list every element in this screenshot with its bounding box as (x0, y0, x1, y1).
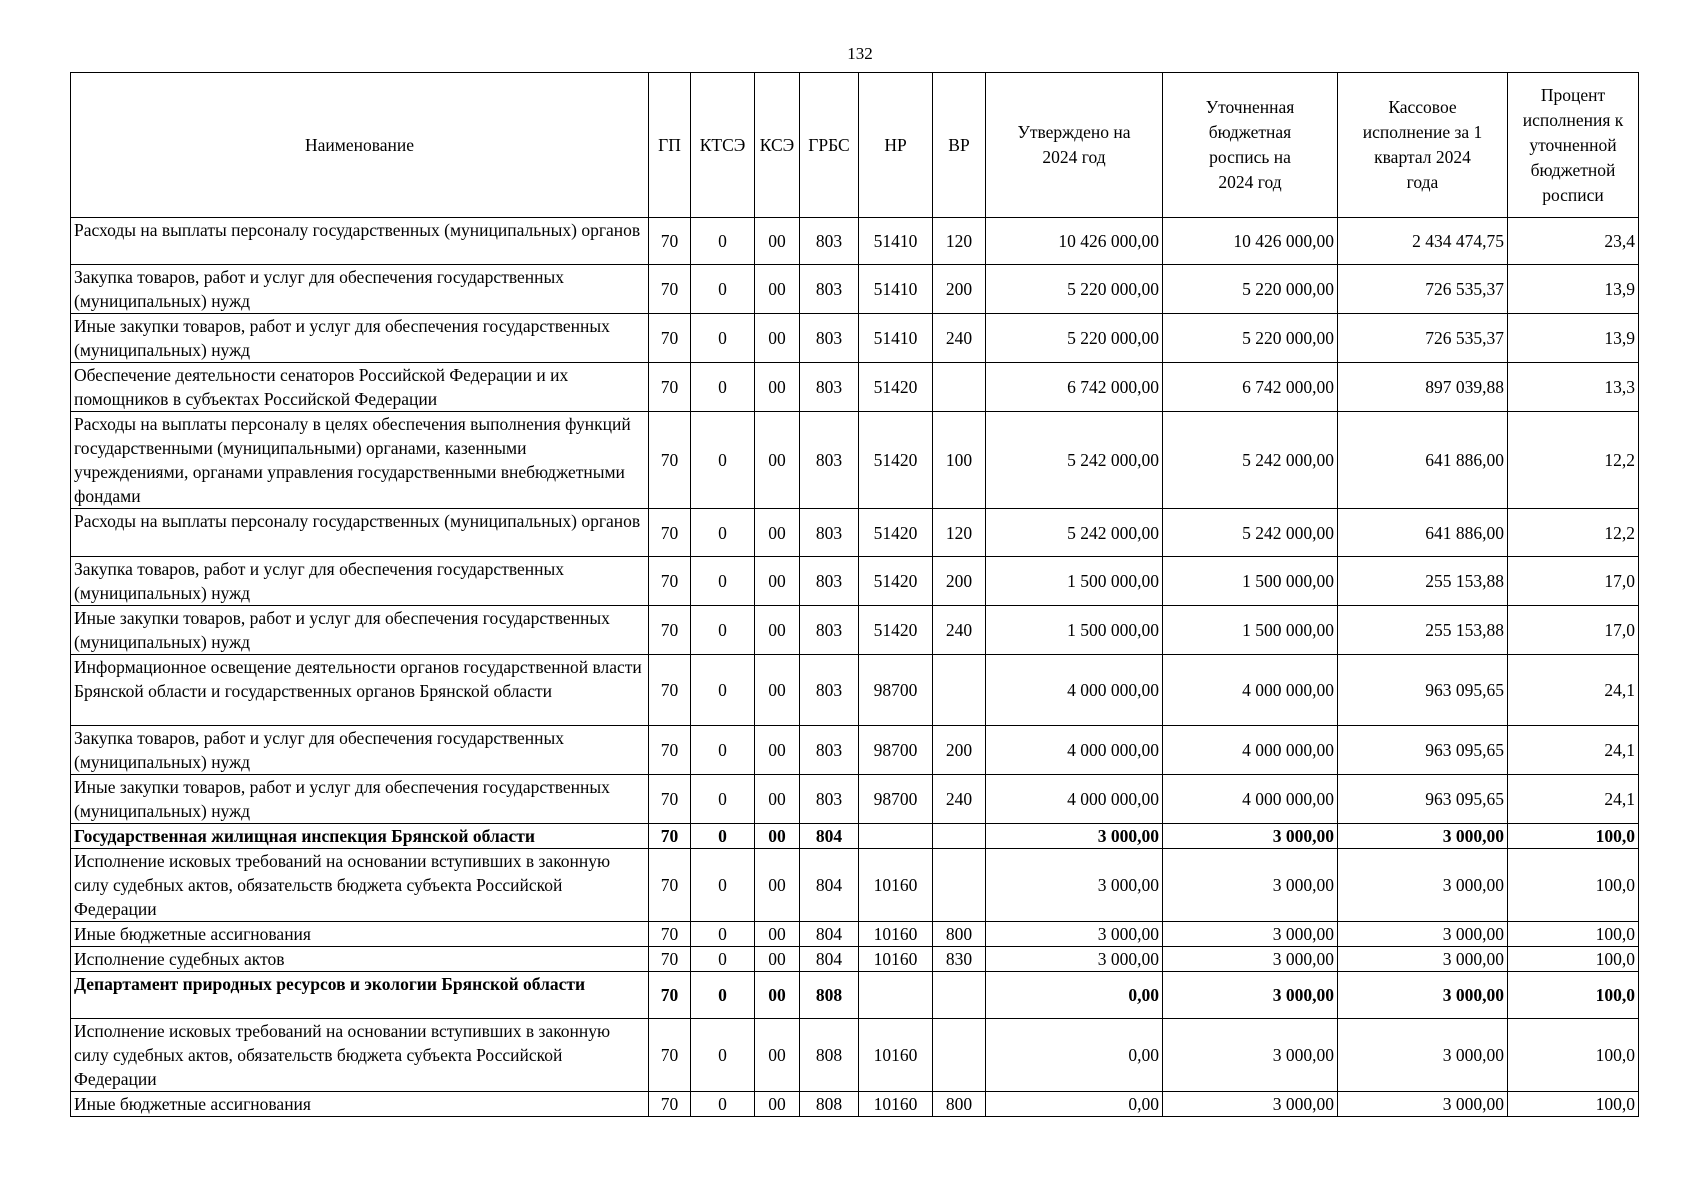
cell-grbs: 804 (800, 922, 859, 947)
cell-percent: 13,9 (1508, 314, 1639, 363)
cell-approved: 5 220 000,00 (986, 314, 1163, 363)
cell-approved: 0,00 (986, 1092, 1163, 1117)
cell-name: Закупка товаров, работ и услуг для обеспечения государственных (муниципальных) нужд (71, 726, 649, 775)
cell-nr: 10160 (859, 1092, 933, 1117)
cell-ktse: 0 (691, 509, 755, 557)
cell-vr: 800 (933, 1092, 986, 1117)
cell-kse: 00 (755, 1092, 800, 1117)
cell-approved: 0,00 (986, 972, 1163, 1019)
cell-approved: 6 742 000,00 (986, 363, 1163, 412)
cell-kse: 00 (755, 972, 800, 1019)
cell-gp: 70 (649, 557, 691, 606)
cell-percent: 12,2 (1508, 509, 1639, 557)
cell-vr: 100 (933, 412, 986, 509)
cell-ktse: 0 (691, 314, 755, 363)
cell-grbs: 803 (800, 265, 859, 314)
column-header-refined: Уточненная бюджетная роспись на 2024 год (1163, 73, 1338, 218)
cell-refined: 4 000 000,00 (1163, 775, 1338, 824)
cell-vr: 800 (933, 922, 986, 947)
cell-ktse: 0 (691, 726, 755, 775)
cell-approved: 5 242 000,00 (986, 412, 1163, 509)
cell-kse: 00 (755, 265, 800, 314)
cell-ktse: 0 (691, 775, 755, 824)
cell-refined: 5 220 000,00 (1163, 265, 1338, 314)
cell-percent: 17,0 (1508, 557, 1639, 606)
cell-kse: 00 (755, 606, 800, 655)
cell-nr (859, 824, 933, 849)
cell-ktse: 0 (691, 412, 755, 509)
cell-ktse: 0 (691, 824, 755, 849)
cell-name: Закупка товаров, работ и услуг для обеспечения государственных (муниципальных) нужд (71, 265, 649, 314)
cell-nr: 10160 (859, 849, 933, 922)
cell-vr: 830 (933, 947, 986, 972)
cell-refined: 3 000,00 (1163, 1019, 1338, 1092)
cell-kse: 00 (755, 314, 800, 363)
cell-approved: 4 000 000,00 (986, 655, 1163, 726)
table-row (71, 655, 1639, 726)
cell-vr (933, 849, 986, 922)
cell-nr: 10160 (859, 1019, 933, 1092)
cell-ktse: 0 (691, 947, 755, 972)
cell-name: Информационное освещение деятельности органов государственной власти Брянской области и государственных органов Брянской области (71, 655, 649, 726)
cell-cash: 2 434 474,75 (1338, 218, 1508, 265)
cell-grbs: 803 (800, 412, 859, 509)
cell-kse: 00 (755, 1019, 800, 1092)
cell-grbs: 803 (800, 775, 859, 824)
table-row (71, 363, 1639, 412)
cell-refined: 1 500 000,00 (1163, 606, 1338, 655)
cell-name: Государственная жилищная инспекция Брянской области (71, 824, 649, 849)
cell-ktse: 0 (691, 606, 755, 655)
cell-approved: 5 242 000,00 (986, 509, 1163, 557)
cell-vr: 240 (933, 606, 986, 655)
cell-cash: 3 000,00 (1338, 1019, 1508, 1092)
cell-nr: 51420 (859, 509, 933, 557)
cell-cash: 3 000,00 (1338, 824, 1508, 849)
cell-approved: 3 000,00 (986, 922, 1163, 947)
cell-percent: 100,0 (1508, 972, 1639, 1019)
cell-percent: 100,0 (1508, 849, 1639, 922)
cell-gp: 70 (649, 849, 691, 922)
column-header-approved: Утверждено на 2024 год (986, 73, 1163, 218)
column-header-cash: Кассовое исполнение за 1 квартал 2024 года (1338, 73, 1508, 218)
cell-ktse: 0 (691, 655, 755, 726)
column-header-name: Наименование (71, 73, 649, 218)
cell-percent: 100,0 (1508, 824, 1639, 849)
cell-vr: 200 (933, 726, 986, 775)
cell-vr: 240 (933, 314, 986, 363)
cell-cash: 897 039,88 (1338, 363, 1508, 412)
cell-ktse: 0 (691, 218, 755, 265)
cell-gp: 70 (649, 509, 691, 557)
cell-grbs: 808 (800, 1092, 859, 1117)
cell-kse: 00 (755, 218, 800, 265)
cell-refined: 3 000,00 (1163, 972, 1338, 1019)
table-row (71, 1019, 1639, 1092)
table-row (71, 824, 1639, 849)
cell-grbs: 803 (800, 509, 859, 557)
cell-approved: 4 000 000,00 (986, 775, 1163, 824)
cell-nr: 51410 (859, 265, 933, 314)
column-header-kse: КСЭ (755, 73, 800, 218)
cell-gp: 70 (649, 775, 691, 824)
cell-grbs: 808 (800, 972, 859, 1019)
cell-kse: 00 (755, 922, 800, 947)
cell-ktse: 0 (691, 849, 755, 922)
table-row (71, 314, 1639, 363)
cell-nr: 98700 (859, 726, 933, 775)
cell-approved: 3 000,00 (986, 947, 1163, 972)
table-row (71, 509, 1639, 557)
table-row (71, 947, 1639, 972)
cell-name: Иные бюджетные ассигнования (71, 922, 649, 947)
cell-nr: 51410 (859, 218, 933, 265)
cell-refined: 4 000 000,00 (1163, 655, 1338, 726)
cell-gp: 70 (649, 412, 691, 509)
cell-percent: 12,2 (1508, 412, 1639, 509)
column-header-gp: ГП (649, 73, 691, 218)
cell-nr: 51420 (859, 557, 933, 606)
cell-gp: 70 (649, 218, 691, 265)
cell-refined: 3 000,00 (1163, 947, 1338, 972)
cell-grbs: 803 (800, 606, 859, 655)
column-header-vr: ВР (933, 73, 986, 218)
cell-grbs: 803 (800, 655, 859, 726)
cell-percent: 100,0 (1508, 922, 1639, 947)
cell-percent: 100,0 (1508, 1092, 1639, 1117)
cell-ktse: 0 (691, 557, 755, 606)
cell-approved: 1 500 000,00 (986, 606, 1163, 655)
cell-name: Иные закупки товаров, работ и услуг для обеспечения государственных (муниципальных) нужд (71, 775, 649, 824)
cell-percent: 13,3 (1508, 363, 1639, 412)
column-header-grbs: ГРБС (800, 73, 859, 218)
cell-vr: 200 (933, 557, 986, 606)
cell-nr (859, 972, 933, 1019)
cell-cash: 963 095,65 (1338, 655, 1508, 726)
cell-cash: 963 095,65 (1338, 775, 1508, 824)
cell-approved: 1 500 000,00 (986, 557, 1163, 606)
table-row (71, 922, 1639, 947)
cell-grbs: 803 (800, 557, 859, 606)
cell-percent: 13,9 (1508, 265, 1639, 314)
cell-nr: 51420 (859, 412, 933, 509)
budget-table (70, 72, 1639, 1117)
cell-grbs: 804 (800, 947, 859, 972)
cell-kse: 00 (755, 412, 800, 509)
cell-cash: 3 000,00 (1338, 849, 1508, 922)
cell-approved: 0,00 (986, 1019, 1163, 1092)
cell-kse: 00 (755, 655, 800, 726)
table-row (71, 726, 1639, 775)
cell-nr: 51420 (859, 363, 933, 412)
cell-grbs: 804 (800, 849, 859, 922)
table-row (71, 218, 1639, 265)
cell-vr: 240 (933, 775, 986, 824)
cell-name: Исполнение исковых требований на основании вступивших в законную силу судебных актов, обязательств бюджета субъекта Российской Федерации (71, 1019, 649, 1092)
table-row (71, 606, 1639, 655)
cell-ktse: 0 (691, 363, 755, 412)
cell-refined: 10 426 000,00 (1163, 218, 1338, 265)
table-row (71, 265, 1639, 314)
cell-grbs: 803 (800, 726, 859, 775)
cell-cash: 726 535,37 (1338, 314, 1508, 363)
cell-cash: 255 153,88 (1338, 606, 1508, 655)
cell-cash: 3 000,00 (1338, 922, 1508, 947)
cell-nr: 10160 (859, 947, 933, 972)
cell-percent: 17,0 (1508, 606, 1639, 655)
cell-cash: 963 095,65 (1338, 726, 1508, 775)
cell-name: Расходы на выплаты персоналу государственных (муниципальных) органов (71, 509, 649, 557)
cell-vr (933, 655, 986, 726)
cell-refined: 3 000,00 (1163, 849, 1338, 922)
cell-gp: 70 (649, 265, 691, 314)
table-body (71, 218, 1639, 1117)
cell-cash: 3 000,00 (1338, 1092, 1508, 1117)
table-row (71, 412, 1639, 509)
cell-kse: 00 (755, 557, 800, 606)
cell-refined: 3 000,00 (1163, 824, 1338, 849)
cell-nr: 98700 (859, 655, 933, 726)
cell-approved: 3 000,00 (986, 849, 1163, 922)
cell-grbs: 803 (800, 218, 859, 265)
cell-percent: 24,1 (1508, 726, 1639, 775)
cell-cash: 641 886,00 (1338, 509, 1508, 557)
cell-refined: 4 000 000,00 (1163, 726, 1338, 775)
table-row (71, 849, 1639, 922)
cell-nr: 98700 (859, 775, 933, 824)
cell-percent: 23,4 (1508, 218, 1639, 265)
cell-vr: 200 (933, 265, 986, 314)
cell-gp: 70 (649, 922, 691, 947)
cell-cash: 3 000,00 (1338, 972, 1508, 1019)
cell-vr (933, 363, 986, 412)
cell-gp: 70 (649, 606, 691, 655)
cell-gp: 70 (649, 314, 691, 363)
cell-vr (933, 1019, 986, 1092)
cell-vr (933, 824, 986, 849)
cell-name: Расходы на выплаты персоналу в целях обеспечения выполнения функций государственными (муниципальными) органами, казенными учреждениями, органами управления государственными внебюджетными фондами (71, 412, 649, 509)
cell-gp: 70 (649, 947, 691, 972)
cell-name: Исполнение судебных актов (71, 947, 649, 972)
table-row (71, 972, 1639, 1019)
cell-approved: 5 220 000,00 (986, 265, 1163, 314)
column-header-nr: НР (859, 73, 933, 218)
cell-gp: 70 (649, 726, 691, 775)
cell-gp: 70 (649, 655, 691, 726)
cell-ktse: 0 (691, 1019, 755, 1092)
cell-ktse: 0 (691, 972, 755, 1019)
cell-vr: 120 (933, 218, 986, 265)
page-number: 132 (847, 44, 873, 63)
cell-cash: 641 886,00 (1338, 412, 1508, 509)
cell-cash: 3 000,00 (1338, 947, 1508, 972)
table-row (71, 775, 1639, 824)
cell-kse: 00 (755, 947, 800, 972)
cell-gp: 70 (649, 972, 691, 1019)
cell-grbs: 803 (800, 314, 859, 363)
cell-ktse: 0 (691, 1092, 755, 1117)
cell-ktse: 0 (691, 922, 755, 947)
cell-grbs: 804 (800, 824, 859, 849)
cell-ktse: 0 (691, 265, 755, 314)
cell-gp: 70 (649, 1092, 691, 1117)
cell-refined: 5 242 000,00 (1163, 509, 1338, 557)
cell-grbs: 803 (800, 363, 859, 412)
table-row (71, 557, 1639, 606)
cell-refined: 5 242 000,00 (1163, 412, 1338, 509)
cell-gp: 70 (649, 363, 691, 412)
cell-kse: 00 (755, 775, 800, 824)
cell-cash: 255 153,88 (1338, 557, 1508, 606)
cell-percent: 100,0 (1508, 947, 1639, 972)
table-header-row (71, 73, 1639, 218)
cell-kse: 00 (755, 849, 800, 922)
cell-refined: 3 000,00 (1163, 1092, 1338, 1117)
cell-name: Закупка товаров, работ и услуг для обеспечения государственных (муниципальных) нужд (71, 557, 649, 606)
cell-name: Расходы на выплаты персоналу государственных (муниципальных) органов (71, 218, 649, 265)
cell-approved: 10 426 000,00 (986, 218, 1163, 265)
cell-kse: 00 (755, 509, 800, 557)
cell-cash: 726 535,37 (1338, 265, 1508, 314)
cell-approved: 3 000,00 (986, 824, 1163, 849)
cell-percent: 24,1 (1508, 775, 1639, 824)
cell-kse: 00 (755, 726, 800, 775)
cell-refined: 5 220 000,00 (1163, 314, 1338, 363)
cell-vr (933, 972, 986, 1019)
cell-refined: 3 000,00 (1163, 922, 1338, 947)
cell-name: Иные закупки товаров, работ и услуг для обеспечения государственных (муниципальных) нужд (71, 314, 649, 363)
cell-name: Исполнение исковых требований на основании вступивших в законную силу судебных актов, обязательств бюджета субъекта Российской Федерации (71, 849, 649, 922)
cell-name: Департамент природных ресурсов и экологии Брянской области (71, 972, 649, 1019)
cell-gp: 70 (649, 824, 691, 849)
cell-nr: 10160 (859, 922, 933, 947)
cell-kse: 00 (755, 824, 800, 849)
table-row (71, 1092, 1639, 1117)
cell-percent: 100,0 (1508, 1019, 1639, 1092)
cell-name: Обеспечение деятельности сенаторов Российской Федерации и их помощников в субъектах Российской Федерации (71, 363, 649, 412)
cell-percent: 24,1 (1508, 655, 1639, 726)
cell-nr: 51420 (859, 606, 933, 655)
cell-refined: 6 742 000,00 (1163, 363, 1338, 412)
cell-kse: 00 (755, 363, 800, 412)
cell-approved: 4 000 000,00 (986, 726, 1163, 775)
cell-refined: 1 500 000,00 (1163, 557, 1338, 606)
cell-name: Иные закупки товаров, работ и услуг для обеспечения государственных (муниципальных) нужд (71, 606, 649, 655)
cell-nr: 51410 (859, 314, 933, 363)
cell-grbs: 808 (800, 1019, 859, 1092)
column-header-percent: Процент исполнения к уточненной бюджетной росписи (1508, 73, 1639, 218)
cell-vr: 120 (933, 509, 986, 557)
column-header-ktse: КТСЭ (691, 73, 755, 218)
cell-gp: 70 (649, 1019, 691, 1092)
cell-name: Иные бюджетные ассигнования (71, 1092, 649, 1117)
